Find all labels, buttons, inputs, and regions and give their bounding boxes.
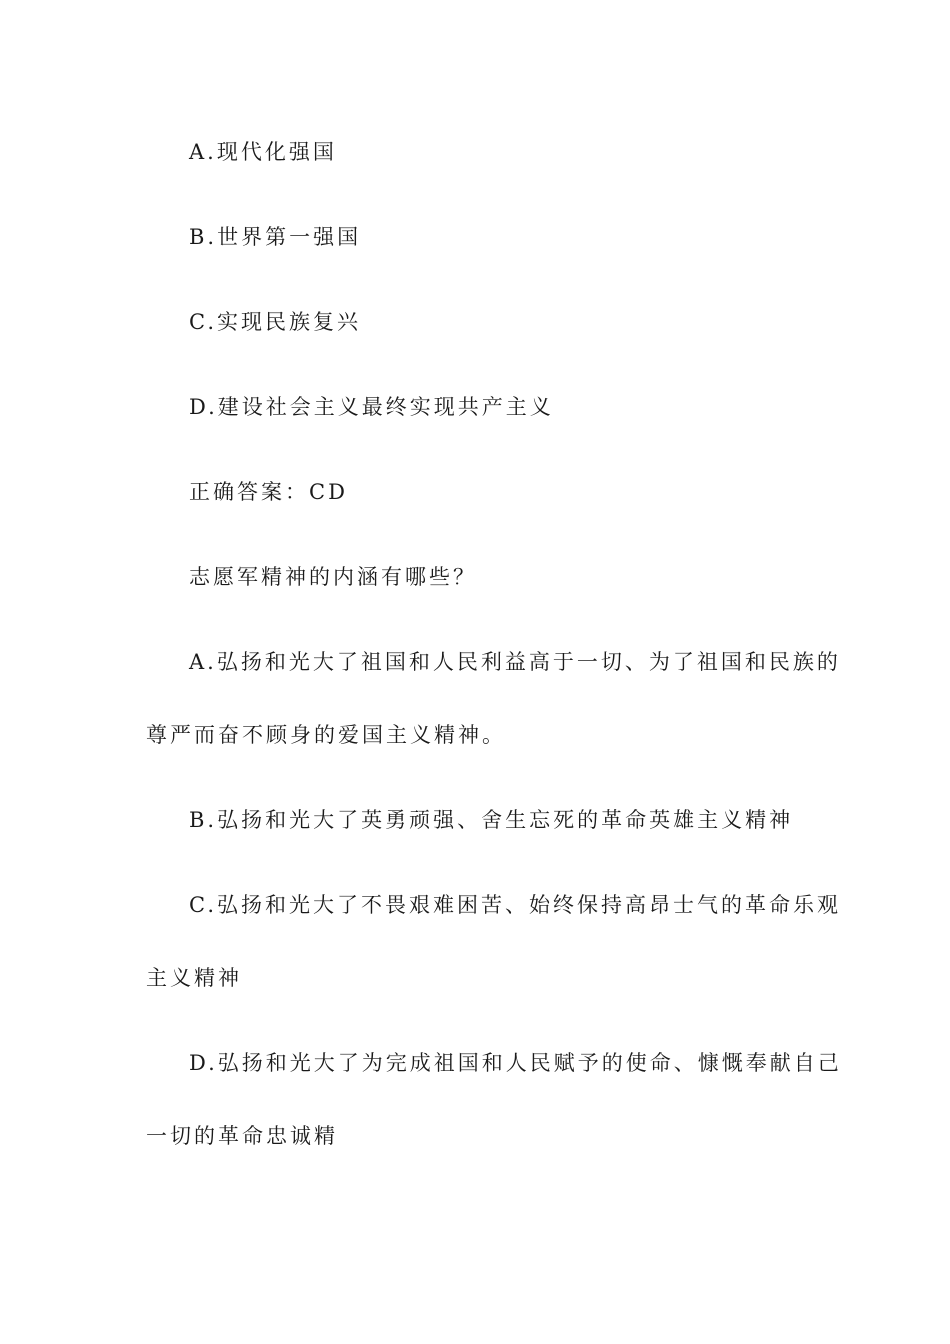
- q1-option-a: A.现代化强国: [189, 140, 337, 164]
- q2-option-c-line2: 主义精神: [146, 966, 242, 990]
- q2-option-a-line1: A.弘扬和光大了祖国和人民利益高于一切、为了祖国和民族的: [189, 650, 841, 674]
- q2-option-d-line2: 一切的革命忠诚精: [146, 1124, 338, 1148]
- q1-correct-answer: 正确答案：CD: [189, 480, 348, 504]
- q1-option-d: D.建设社会主义最终实现共产主义: [189, 395, 554, 419]
- q2-option-b: B.弘扬和光大了英勇顽强、舍生忘死的革命英雄主义精神: [189, 808, 794, 832]
- q1-option-c: C.实现民族复兴: [189, 310, 361, 334]
- q2-option-d-line1: D.弘扬和光大了为完成祖国和人民赋予的使命、慷慨奉献自己: [189, 1051, 842, 1075]
- q1-option-b: B.世界第一强国: [189, 225, 362, 249]
- q2-option-a-line2: 尊严而奋不顾身的爱国主义精神。: [146, 723, 506, 747]
- q2-question: 志愿军精神的内涵有哪些？: [189, 565, 477, 589]
- q2-option-c-line1: C.弘扬和光大了不畏艰难困苦、始终保持高昂士气的革命乐观: [189, 893, 841, 917]
